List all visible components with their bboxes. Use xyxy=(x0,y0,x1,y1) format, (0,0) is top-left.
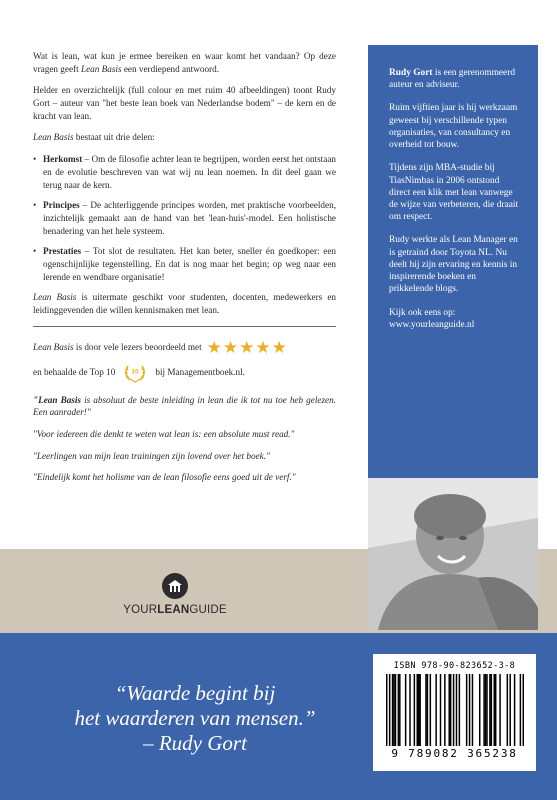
barcode-bar xyxy=(519,674,521,746)
barcode-bar xyxy=(399,674,401,746)
barcode-bar xyxy=(444,674,446,746)
author-toyota: Rudy werkte als Lean Manager en is getraind door Toyota NL. Nu deelt hij zijn ervaring en kennis in inspirerende boeken en prikkelende blogs. xyxy=(389,235,518,295)
barcode-bar xyxy=(483,674,485,746)
main-text-column xyxy=(33,50,336,493)
review-quote-2: "Voor iedereen die denkt te weten wat lean is: een absolute must read." xyxy=(33,429,295,440)
barcode-bar xyxy=(458,674,460,746)
barcode-bar xyxy=(506,674,508,746)
top10-line: en behaalde de Top 10 10 bij Managementboek.nl. xyxy=(33,362,336,384)
intro-paragraph-3: Lean Basis bestaat uit drie delen: xyxy=(33,132,155,143)
isbn-label: ISBN 978-90-823652-3-8 xyxy=(393,661,516,671)
barcode-bar xyxy=(490,674,492,746)
barcode-bar xyxy=(486,674,488,746)
barcode-bar xyxy=(393,674,395,746)
barcode-bar xyxy=(439,674,441,746)
house-icon xyxy=(162,573,188,599)
badge-number: 10 xyxy=(131,368,139,376)
author-intro: Rudy Gort is een gerenommeerd auteur en adviseur. xyxy=(389,68,516,91)
intro-paragraph-2: Helder en overzichtelijk (full colour en met ruim 40 afbeeldingen) toont Rudy Gort – auteur van "het beste lean boek van Nederlandse bodem" – de kern en de kracht van lean. xyxy=(33,85,336,121)
barcode-bar xyxy=(471,674,473,746)
publisher-logo xyxy=(100,573,250,628)
barcode-bar xyxy=(397,674,399,746)
barcode-icon xyxy=(386,674,524,746)
barcode-bar xyxy=(489,674,491,746)
list-item-prestaties: • Prestaties – Tot slot de resultaten. Het kan beter, sneller én goedkoper: een ogenschijnlijke tegenstelling. En dat is nog maar het begin; op weg naar een lerende en wendbare organisatie! xyxy=(33,245,336,283)
rating-line: Lean Basis is door vele lezers beoordeeld met ★★★★★ xyxy=(33,337,288,357)
barcode-bar xyxy=(449,674,451,746)
barcode-bar xyxy=(513,674,515,746)
barcode-bar xyxy=(478,674,480,746)
barcode-bar xyxy=(452,674,454,746)
author-mba: Tijdens zijn MBA-studie bij TiasNimbas in 2006 ontstond direct een klik met lean vanwege de wijze van verbeteren, die draait om respect. xyxy=(389,163,519,223)
author-photo xyxy=(368,478,538,630)
barcode-bar xyxy=(455,674,457,746)
barcode-bar xyxy=(484,674,486,746)
barcode-bar xyxy=(509,674,511,746)
review-quote-1: "Lean Basis is absoluut de beste inleiding in lean die ik tot nu toe heb gelezen. Een aanrader!" xyxy=(33,394,337,418)
divider xyxy=(33,326,336,327)
author-website: Kijk ook eens op: www.yourleanguide.nl xyxy=(389,307,475,330)
list-item-principes: • Principes – De achterliggende principes worden, met praktische voorbeelden, inzichtelijk gemaakt aan de hand van het 'lean-huis'-model. Een holistische benadering van het hele systeem. xyxy=(33,199,336,237)
barcode-number: 9 789082 365238 xyxy=(391,747,518,760)
author-career: Ruim vijftien jaar is hij werkzaam geweest bij verschillende typen organisaties, van consultancy en overheid tot bouw. xyxy=(389,103,518,151)
barcode-bar xyxy=(386,674,388,746)
review-quote-3: "Leerlingen van mijn lean trainingen zijn lovend over het boek." xyxy=(33,450,270,461)
audience-paragraph: Lean Basis is uitermate geschikt voor studenten, docenten, medewerkers en leidinggevenden die willen kennismaken met lean. xyxy=(33,292,336,315)
barcode-bar xyxy=(413,674,415,746)
barcode-bar xyxy=(429,674,431,746)
author-quote: “Waarde begint bij het waarderen van mensen.” – Rudy Gort xyxy=(74,681,316,756)
barcode-bar xyxy=(426,674,428,746)
author-sidebar xyxy=(368,45,538,485)
barcode-bar xyxy=(522,674,523,746)
intro-paragraph-1: Wat is lean, wat kun je ermee bereiken en waar komt het vandaan? Op deze vragen geeft Lean Basis een verdiepend antwoord. xyxy=(33,51,336,74)
barcode-bar xyxy=(448,674,450,746)
book-title-inline: Lean Basis xyxy=(80,63,122,74)
barcode-bar xyxy=(494,674,496,746)
barcode-bar xyxy=(419,674,421,746)
barcode-bar xyxy=(409,674,411,746)
five-star-rating-icon: ★★★★★ xyxy=(206,337,288,357)
barcode-bar xyxy=(435,674,437,746)
barcode-bar xyxy=(465,674,467,746)
barcode-bar xyxy=(493,674,495,746)
barcode-bar xyxy=(499,674,501,746)
barcode-bar xyxy=(394,674,396,746)
barcode-bar xyxy=(468,674,470,746)
parts-list xyxy=(33,153,336,283)
logo-wordmark: YOURLEANGUIDE xyxy=(123,604,227,616)
barcode-bar xyxy=(417,674,419,746)
review-quote-4: "Eindelijk komt het holisme van de lean filosofie eens goed uit de verf." xyxy=(33,472,296,483)
barcode-bar xyxy=(425,674,427,746)
barcode-bar xyxy=(404,674,406,746)
barcode-bar xyxy=(416,674,418,746)
barcode-bar xyxy=(388,674,390,746)
isbn-barcode xyxy=(373,654,536,771)
laurel-badge-icon xyxy=(123,362,147,384)
list-item-herkomst: • Herkomst – Om de filosofie achter lean te begrijpen, worden eerst het ontstaan en de evolutie beschreven van wat wij nu lean noemen. In dit deel gaan we terug naar de kern. xyxy=(33,153,336,191)
barcode-bar xyxy=(391,674,393,746)
